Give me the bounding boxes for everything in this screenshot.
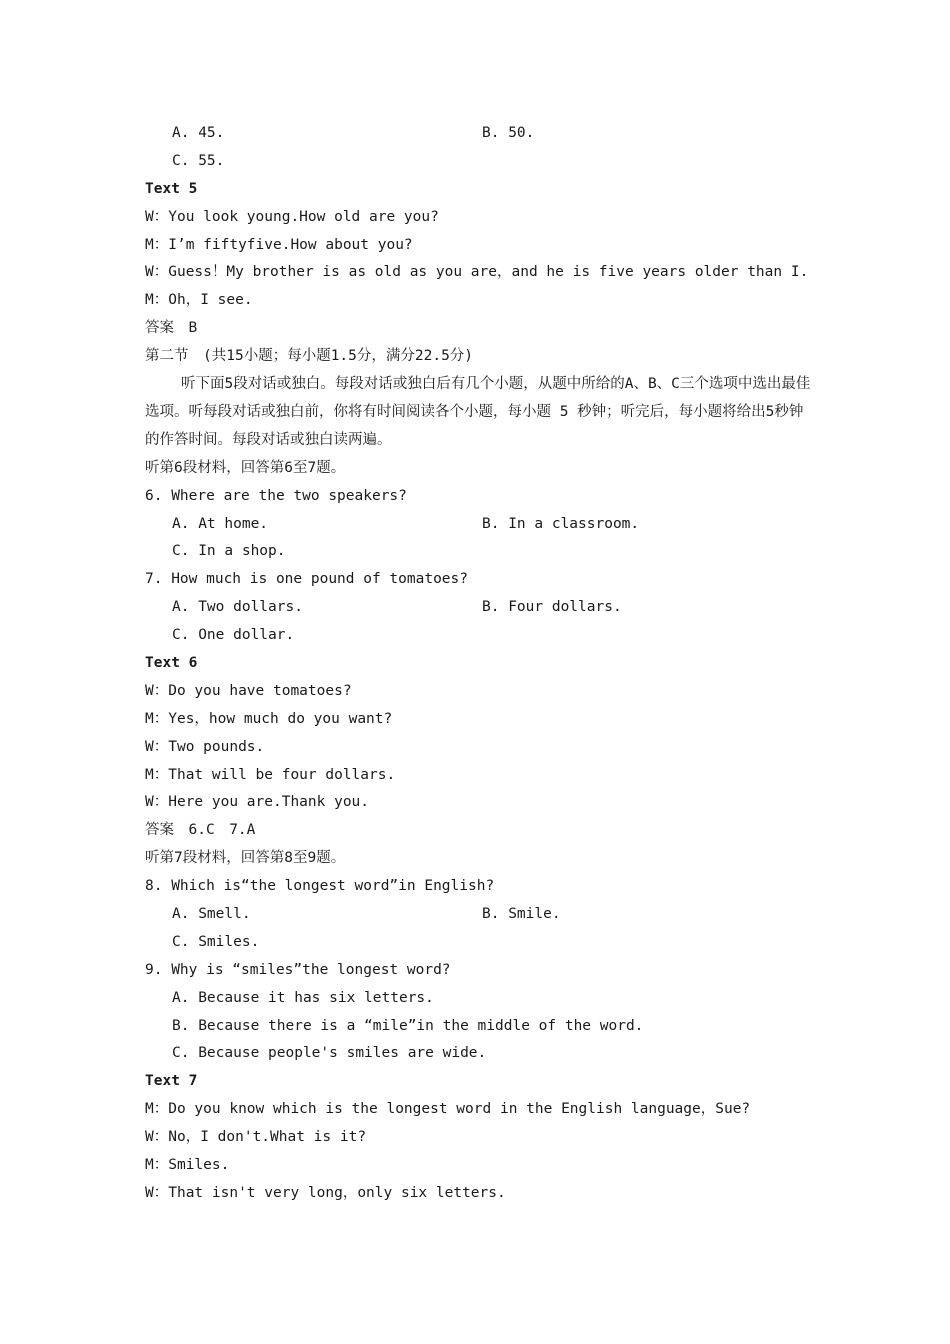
q5-option-a: A. 45. [172, 125, 225, 141]
text7-line: M：Do you know which is the longest word in the English language，Sue? [145, 1101, 751, 1118]
text5-line: W：Guess！My brother is as old as you are，and he is five years older than I. [145, 264, 809, 281]
section2-instruction: 听下面5段对话或独白。每段对话或独白后有几个小题，从题中所给的A、B、C三个选项中选出最佳选项。听每段对话或独白前，你将有时间阅读各个小题，每小题 5 秒钟；听完后，每小题将给出5秒钟的作答时间。每段对话或独白读两遍。 [145, 376, 811, 448]
text5-line: M：Oh，I see. [145, 292, 253, 309]
q6-stem: 6. Where are the two speakers? [145, 487, 407, 504]
q8-stem: 8. Which is“the longest word”in English? [145, 878, 495, 895]
text7-line: W：That isn't very long，only six letters. [145, 1184, 506, 1201]
text7-line: M：Smiles. [145, 1157, 230, 1173]
q7-option-c: C. One dollar. [172, 627, 295, 644]
text6-title: Text 6 [145, 654, 198, 671]
q6-option-b: B. In a classroom. [482, 515, 640, 532]
text5-line: M：I’m fiftyfive.How about you? [145, 236, 413, 253]
group6-intro: 听第6段材料，回答第6至7题。 [145, 459, 346, 476]
section2-heading: 第二节 (共15小题；每小题1.5分，满分22.5分) [145, 348, 474, 365]
q6-option-a: A. At home. [172, 515, 269, 532]
q8-option-a: A. Smell. [172, 905, 251, 922]
q7-option-b: B. Four dollars. [482, 599, 622, 616]
q5-option-c: C. 55. [172, 152, 225, 169]
text5-answer: 答案 B [145, 320, 198, 337]
text7-title: Text 7 [145, 1073, 198, 1090]
q5-option-b: B. 50. [482, 125, 535, 141]
text6-answer: 答案 6.C 7.A [145, 822, 256, 839]
q9-option-b: B. Because there is a “mile”in the middle of the word. [172, 1017, 644, 1034]
q6-option-c: C. In a shop. [172, 543, 286, 560]
q8-option-b: B. Smile. [482, 905, 561, 922]
q6-options-row [145, 511, 815, 539]
text5-title: Text 5 [145, 180, 198, 197]
group7-intro: 听第7段材料，回答第8至9题。 [145, 850, 346, 867]
q9-option-c: C. Because people's smiles are wide. [172, 1045, 487, 1062]
text6-line: W：Here you are.Thank you. [145, 794, 370, 811]
text6-line: M：Yes，how much do you want? [145, 710, 393, 727]
text5-line: W：You look young.How old are you? [145, 208, 439, 225]
text6-line: M：That will be four dollars. [145, 766, 396, 783]
text6-line: W：Two pounds. [145, 738, 265, 755]
q7-stem: 7. How much is one pound of tomatoes? [145, 571, 469, 588]
text7-line: W：No，I don't.What is it? [145, 1129, 367, 1146]
text6-line: W：Do you have tomatoes? [145, 682, 352, 699]
q8-options-row [145, 901, 815, 929]
q7-option-a: A. Two dollars. [172, 599, 303, 616]
q8-option-c: C. Smiles. [172, 933, 260, 950]
q9-stem: 9. Why is “smiles”the longest word? [145, 961, 451, 978]
q7-options-row [145, 594, 815, 622]
q9-option-a: A. Because it has six letters. [172, 989, 434, 1006]
document-content [145, 120, 815, 1208]
q5-options-row [145, 120, 815, 148]
